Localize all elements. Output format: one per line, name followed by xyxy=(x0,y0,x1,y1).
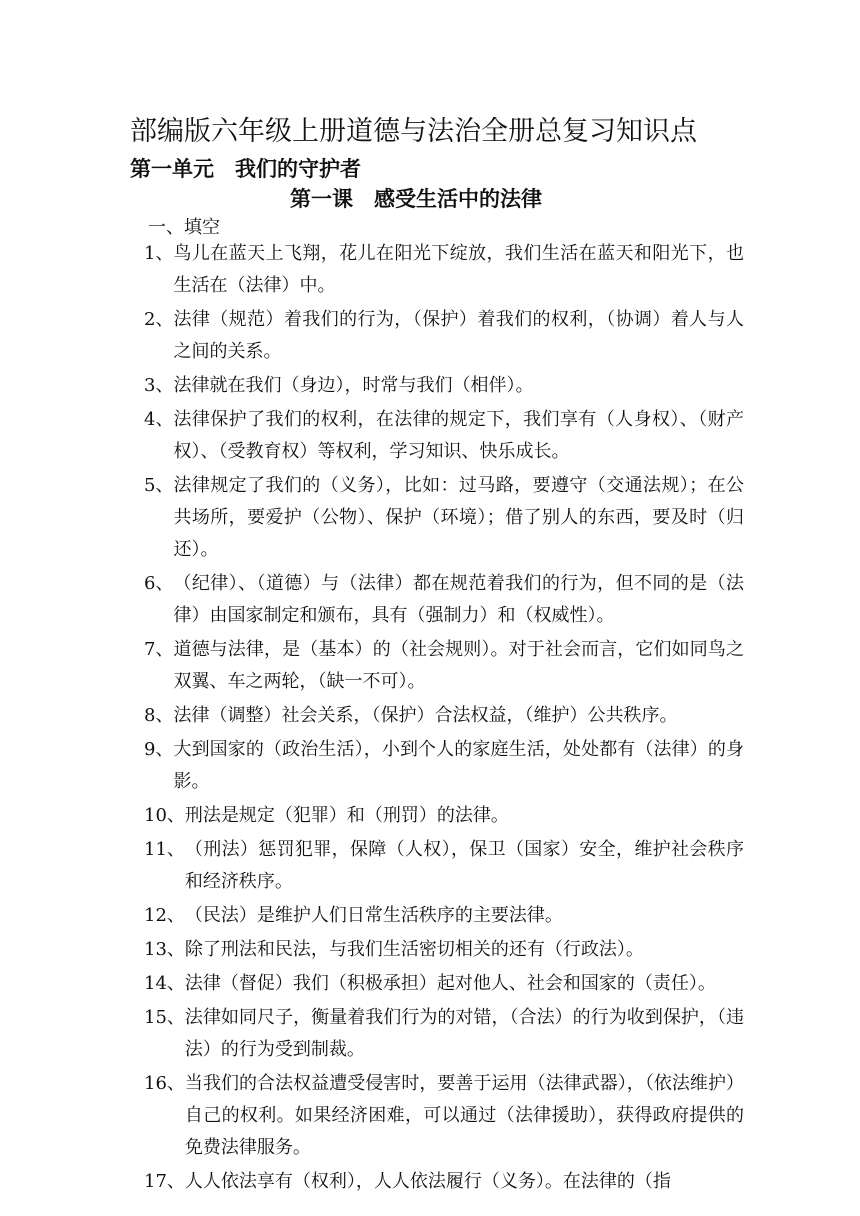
list-item xyxy=(144,634,744,698)
item-text: 鸟儿在蓝天上飞翔，花儿在阳光下绽放，我们生活在蓝天和阳光下，也生活在（法律）中。 xyxy=(173,243,744,296)
document-title: 部编版六年级上册道德与法治全册总复习知识点 xyxy=(130,116,697,147)
item-number: 5、 xyxy=(144,475,174,496)
item-text: 当我们的合法权益遭受侵害时，要善于运用（法律武器），（依法维护）自己的权利。如果经济困难，可以通过（法律援助），获得政府提供的免费法律服务。 xyxy=(184,1073,744,1158)
item-number: 14、 xyxy=(144,973,185,994)
item-text: （纪律）、（道德）与（法律）都在规范着我们的行为，但不同的是（法律）由国家制定和颁布，具有（强制力）和（权威性）。 xyxy=(173,573,744,626)
item-number: 7、 xyxy=(144,639,174,660)
list-item xyxy=(144,304,744,368)
list-item xyxy=(144,404,744,468)
item-number: 8、 xyxy=(144,705,174,726)
item-number: 11、 xyxy=(144,839,185,860)
item-number: 3、 xyxy=(144,375,174,396)
item-number: 6、 xyxy=(144,573,174,594)
item-text: 人人依法享有（权利），人人依法履行（义务）。在法律的（指 xyxy=(184,1171,671,1192)
item-number: 1、 xyxy=(144,243,174,264)
section-heading: 一、填空 xyxy=(148,217,220,238)
item-text: 道德与法律，是（基本）的（社会规则）。对于社会而言，它们如同鸟之双翼、车之两轮，（缺一不可）。 xyxy=(173,639,744,692)
list-item xyxy=(144,900,744,932)
list-item xyxy=(144,568,744,632)
item-number: 4、 xyxy=(144,409,174,430)
fill-in-list xyxy=(144,238,744,1200)
list-item xyxy=(144,834,744,898)
list-item xyxy=(144,800,744,832)
list-item xyxy=(144,1068,744,1164)
list-item xyxy=(144,934,744,966)
item-number: 2、 xyxy=(144,309,174,330)
item-text: 法律就在我们（身边），时常与我们（相伴）。 xyxy=(173,375,534,396)
item-number: 9、 xyxy=(144,739,174,760)
list-item xyxy=(144,968,744,1000)
item-text: 法律（调整）社会关系，（保护）合法权益，（维护）公共秩序。 xyxy=(173,705,678,726)
item-text: （民法）是维护人们日常生活秩序的主要法律。 xyxy=(184,905,563,926)
item-text: 大到国家的（政治生活），小到个人的家庭生活，处处都有（法律）的身影。 xyxy=(173,739,744,792)
item-text: 刑法是规定（犯罪）和（刑罚）的法律。 xyxy=(184,805,509,826)
list-item xyxy=(144,700,744,732)
list-item xyxy=(144,1166,744,1198)
item-text: 法律规定了我们的（义务），比如：过马路，要遵守（交通法规）；在公共场所，要爱护（公物）、保护（环境）；借了别人的东西，要及时（归还）。 xyxy=(173,475,744,560)
list-item xyxy=(144,238,744,302)
list-item xyxy=(144,1002,744,1066)
unit-title: 第一单元 我们的守护者 xyxy=(130,156,361,181)
item-number: 16、 xyxy=(144,1073,185,1094)
item-text: （刑法）惩罚犯罪，保障（人权），保卫（国家）安全，维护社会秩序和经济秩序。 xyxy=(184,839,744,892)
item-number: 12、 xyxy=(144,905,185,926)
item-text: 法律如同尺子，衡量着我们行为的对错，（合法）的行为收到保护，（违法）的行为受到制裁。 xyxy=(184,1007,744,1060)
lesson-title: 第一课 感受生活中的法律 xyxy=(290,186,542,211)
item-number: 10、 xyxy=(144,805,185,826)
list-item xyxy=(144,734,744,798)
item-number: 15、 xyxy=(144,1007,185,1028)
item-text: 法律保护了我们的权利，在法律的规定下，我们享有（人身权）、（财产权）、（受教育权）等权利，学习知识、快乐成长。 xyxy=(173,409,744,462)
item-text: 除了刑法和民法，与我们生活密切相关的还有（行政法）。 xyxy=(184,939,644,960)
list-item xyxy=(144,470,744,566)
item-text: 法律（督促）我们（积极承担）起对他人、社会和国家的（责任）。 xyxy=(184,973,716,994)
item-number: 13、 xyxy=(144,939,185,960)
item-number: 17、 xyxy=(144,1171,185,1192)
item-text: 法律（规范）着我们的行为，（保护）着我们的权利，（协调）着人与人之间的关系。 xyxy=(173,309,744,362)
list-item xyxy=(144,370,744,402)
